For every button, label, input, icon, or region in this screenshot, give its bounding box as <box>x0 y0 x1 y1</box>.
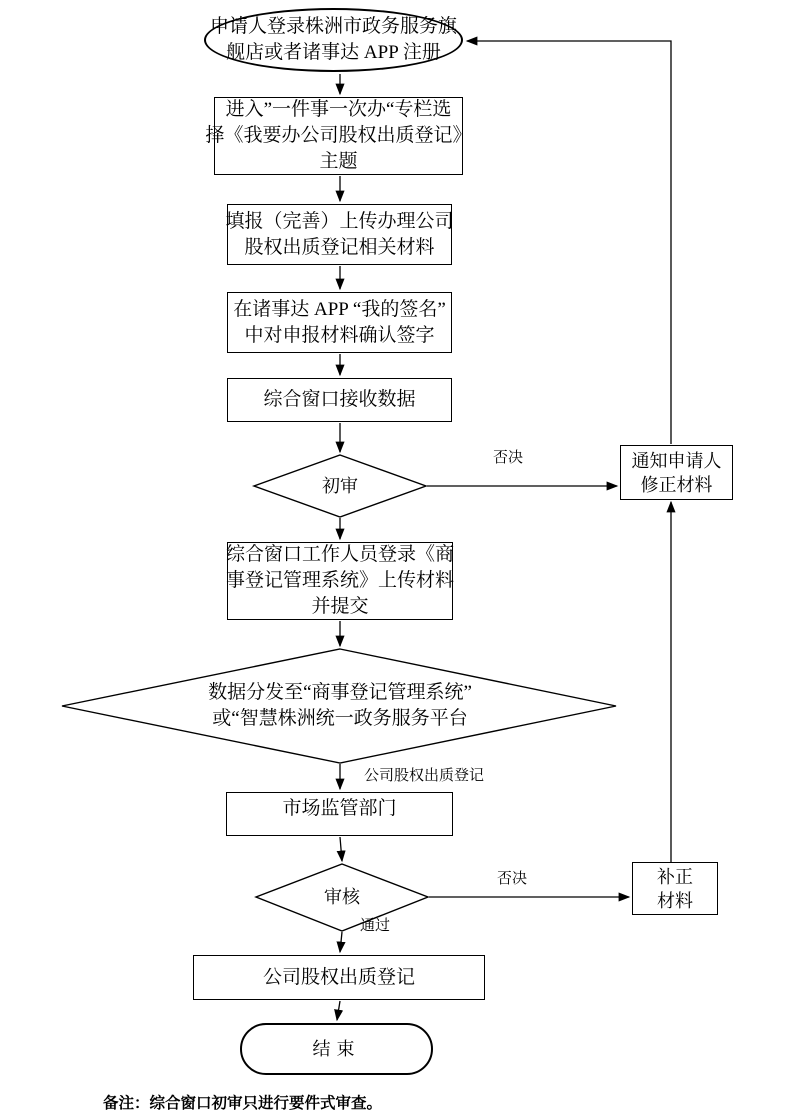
end-node <box>240 1023 433 1075</box>
edge-notify-to-start <box>467 41 671 444</box>
staff-upload-text: 事登记管理系统》上传材料 <box>226 570 455 591</box>
select-topic-text: 择《我要办公司股权出质登记》 <box>205 125 472 146</box>
preliminary-review-label: 初审 <box>322 476 358 496</box>
preliminary-reject-label: 否决 <box>493 450 524 466</box>
start-node <box>204 8 463 72</box>
end-node-text: 结束 <box>312 1039 361 1059</box>
start-node-text: 申请人登录株洲市政务服务旗 <box>209 16 457 37</box>
review-pass-label: 通过 <box>360 918 391 934</box>
edge-dept-to-review <box>340 837 342 861</box>
market-dept-text: 市场监管部门 <box>282 798 397 819</box>
window-receive-text: 综合窗口接收数据 <box>263 389 416 410</box>
notify-applicant-text: 通知申请人 <box>631 450 722 471</box>
select-topic-text: 进入”一件事一次办“专栏选 <box>225 99 452 120</box>
data-dispatch-text: 数据分发至“商事登记管理系统” <box>208 682 472 703</box>
equity-pledge-registration-text: 公司股权出质登记 <box>262 966 415 988</box>
sign-confirm-text: 中对申报材料确认签字 <box>244 324 435 346</box>
select-topic-text: 主题 <box>319 151 358 172</box>
select-topic-node <box>205 97 472 175</box>
notify-applicant-text: 修正材料 <box>640 474 713 495</box>
market-dept-node <box>226 792 453 836</box>
window-receive-node <box>227 378 452 422</box>
supplement-materials-text: 补正 <box>657 866 693 887</box>
staff-upload-text: 并提交 <box>311 596 369 617</box>
staff-upload-node <box>227 542 453 620</box>
fill-upload-node <box>227 204 452 265</box>
sign-confirm-node <box>227 292 452 353</box>
review-label: 审核 <box>324 887 360 907</box>
edge-review-pass <box>340 932 342 952</box>
notify-applicant-node <box>620 445 733 500</box>
fill-upload-text: 股权出质登记相关材料 <box>244 236 435 258</box>
edge-register-to-end <box>337 1001 340 1020</box>
supplement-materials-text: 材料 <box>657 890 693 911</box>
staff-upload-text: 综合窗口工作人员登录《商 <box>226 544 455 565</box>
footnote: 备注：综合窗口初审只进行要件式审查。 <box>103 1095 383 1112</box>
equity-pledge-registration-node <box>193 955 485 1000</box>
fill-upload-text: 填报（完善）上传办理公司 <box>225 210 454 232</box>
start-node-text: 舰店或者诸事达 APP 注册 <box>226 42 441 63</box>
supplement-materials-node <box>632 862 718 915</box>
data-dispatch-label <box>140 680 540 732</box>
data-dispatch-text: 或“智慧株洲统一政务服务平台 <box>212 708 468 729</box>
dispatch-branch-label: 公司股权出质登记 <box>364 768 485 784</box>
review-reject-label: 否决 <box>497 871 528 887</box>
sign-confirm-text: 在诸事达 APP “我的签名” <box>233 298 446 320</box>
